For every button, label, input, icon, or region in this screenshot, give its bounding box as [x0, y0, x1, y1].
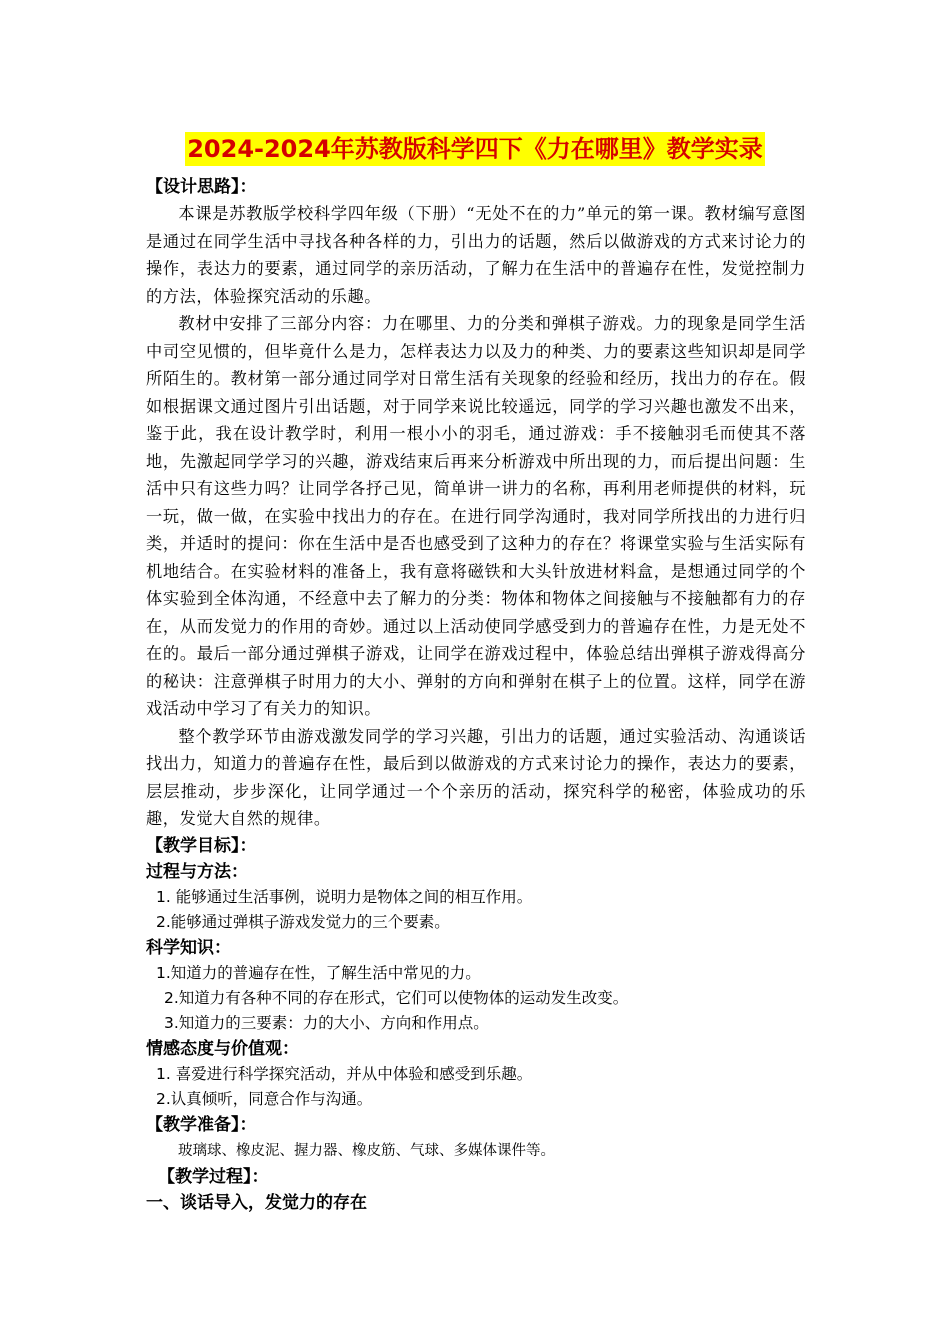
knowledge-item-1: 1.知道力的普遍存在性，了解生活中常见的力。	[156, 963, 481, 982]
title-wrap	[0, 132, 950, 166]
procedure-heading: 【教学过程】：	[158, 1166, 269, 1187]
knowledge-item-3: 3.知道力的三要素：力的大小、方向和作用点。	[164, 1013, 489, 1032]
procedure-section-1: 一、谈话导入，发觉力的存在	[146, 1192, 367, 1213]
document-title: 2024-2024年苏教版科学四下《力在哪里》教学实录	[185, 132, 765, 166]
attitude-item-2: 2.认真倾听，同意合作与沟通。	[156, 1089, 373, 1108]
design-paragraph-3: 整个教学环节由游戏激发同学的学习兴趣，引出力的话题，通过实验活动、沟通谈话找出力，知道力的普遍存在性，最后到以做游戏的方式来讨论力的操作，表达力的要素，层层推动，步步深化，让同学通过一个个亲历的活动，探究科学的秘密，体验成功的乐趣，发觉大自然的规律。	[146, 726, 806, 828]
attitude-heading: 情感态度与价值观：	[146, 1038, 299, 1059]
attitude-item-1: 1. 喜爱进行科学探究活动，并从中体验和感受到乐趣。	[156, 1064, 533, 1083]
process-item-2: 2.能够通过弹棋子游戏发觉力的三个要素。	[156, 912, 450, 931]
knowledge-heading: 科学知识：	[146, 937, 231, 958]
process-item-1: 1. 能够通过生活事例，说明力是物体之间的相互作用。	[156, 887, 533, 906]
prep-heading: 【教学准备】：	[146, 1114, 257, 1135]
document-body	[146, 174, 806, 1216]
design-paragraph-1: 本课是苏教版学校科学四年级（下册）“无处不在的力”单元的第一课。教材编写意图是通过在同学生活中寻找各种各样的力，引出力的话题，然后以做游戏的方式来讨论力的操作，表达力的要素，通过同学的亲历活动，了解力在生活中的普遍存在性，发觉控制力的方法，体验探究活动的乐趣。	[146, 204, 806, 306]
design-paragraph-2: 教材中安排了三部分内容：力在哪里、力的分类和弹棋子游戏。力的现象是同学生活中司空见惯的，但毕竟什么是力，怎样表达力以及力的种类、力的要素这些知识却是同学所陌生的。教材第一部分通过同学对日常生活有关现象的经验和经历，找出力的存在。假如根据课文通过图片引出话题，对于同学来说比较遥远，同学的学习兴趣也激发不出来，鉴于此，我在设计教学时，利用一根小小的羽毛，通过游戏：手不接触羽毛而使其不落地，先激起同学学习的兴趣，游戏结束后再来分析游戏中所出现的力，而后提出问题：生活中只有这些力吗？让同学各抒己见，简单讲一讲力的名称，再利用老师提供的材料，玩一玩，做一做，在实验中找出力的存在。在进行同学沟通时，我对同学所找出的力进行归类，并适时的提问：你在生活中是否也感受到了这种力的存在？将课堂实验与生活实际有机地结合。在实验材料的准备上，我有意将磁铁和大头针放进材料盒，是想通过同学的个体实验到全体沟通，不经意中去了解力的分类：物体和物体之间接触与不接触都有力的存在，从而发觉力的作用的奇妙。通过以上活动使同学感受到力的普遍存在性，力是无处不在的。最后一部分通过弹棋子游戏，让同学在游戏过程中，体验总结出弹棋子游戏得高分的秘诀：注意弹棋子时用力的大小、弹射的方向和弹射在棋子上的位置。这样，同学在游戏活动中学习了有关力的知识。	[146, 314, 806, 718]
prep-text: 玻璃球、橡皮泥、握力器、橡皮筋、气球、多媒体课件等。	[178, 1142, 555, 1159]
design-heading: 【设计思路】：	[146, 177, 257, 197]
knowledge-item-2: 2.知道力有各种不同的存在形式，它们可以使物体的运动发生改变。	[164, 988, 629, 1007]
process-heading: 过程与方法：	[146, 861, 248, 882]
goals-heading: 【教学目标】：	[146, 835, 257, 856]
